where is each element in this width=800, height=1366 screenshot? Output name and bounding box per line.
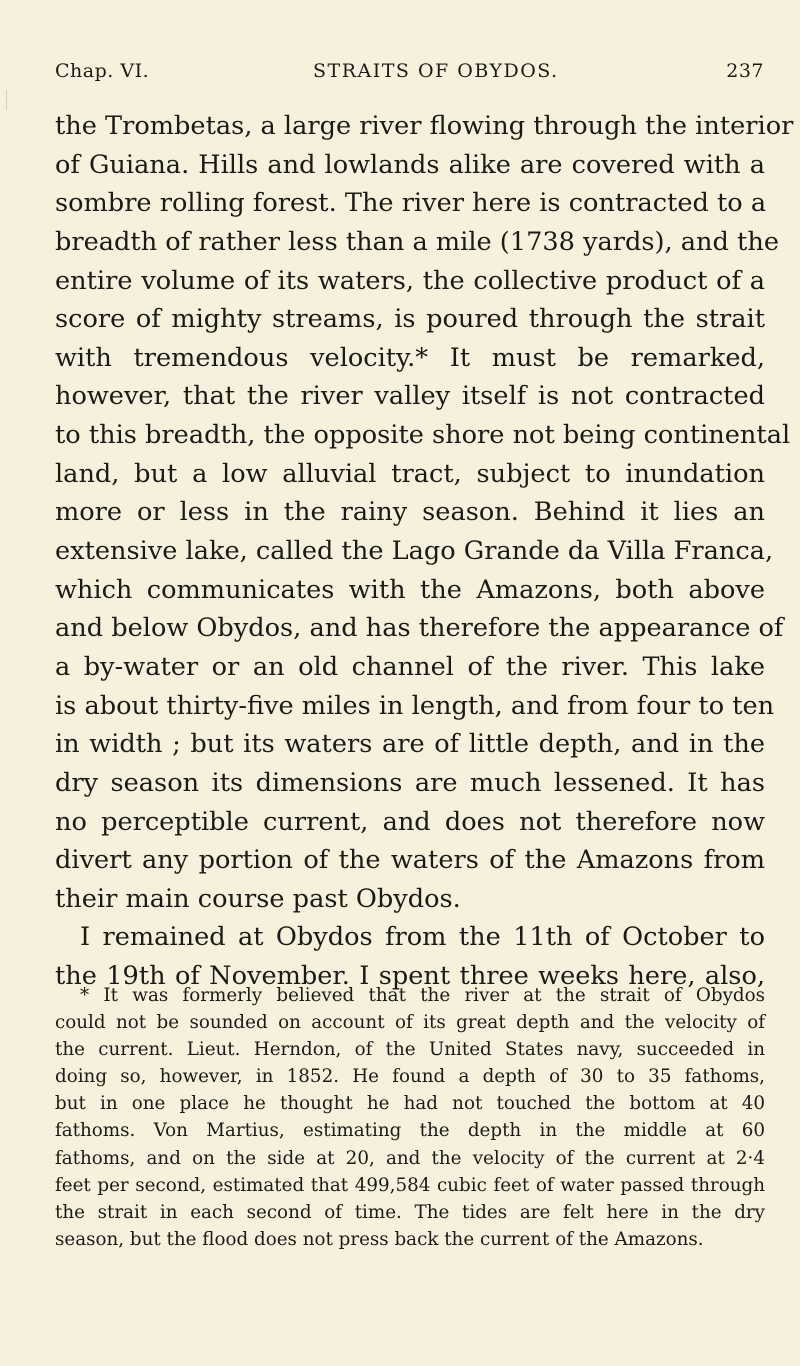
text-line: no perceptible current, and does not therefore now bbox=[55, 806, 765, 837]
text-line: entire volume of its waters, the collective product of a bbox=[55, 265, 765, 296]
text-line: is about thirty-five miles in length, and from four to ten bbox=[55, 690, 775, 721]
footnote bbox=[55, 982, 765, 1253]
text-line: more or less in the rainy season. Behind it lies an bbox=[55, 497, 765, 528]
text-line: their main course past Obydos. bbox=[55, 883, 461, 914]
chapter-label: Chap. VI. bbox=[55, 60, 150, 82]
text-line: however, that the river valley itself is not contracted bbox=[55, 381, 765, 412]
text-line: of Guiana. Hills and lowlands alike are covered with a bbox=[55, 149, 765, 180]
footnote-line: fathoms. Von Martius, estimating the depth in the middle at 60 bbox=[55, 1120, 765, 1142]
text-line: score of mighty streams, is poured through the strait bbox=[55, 304, 765, 335]
page-edge-mark bbox=[6, 90, 7, 110]
footnote-line: the current. Lieut. Herndon, of the United States navy, succeeded in bbox=[55, 1039, 765, 1061]
text-line: to this breadth, the opposite shore not being continental bbox=[55, 420, 791, 451]
footnote-line: feet per second, estimated that 499,584 cubic feet of water passed through bbox=[55, 1174, 765, 1196]
footnote-line: could not be sounded on account of its great depth and the velocity of bbox=[55, 1012, 765, 1034]
footnote-line: season, but the flood does not press back the current of the Amazons. bbox=[55, 1228, 704, 1250]
text-line: breadth of rather less than a mile (1738 yards), and the bbox=[55, 226, 779, 257]
footnote-line: but in one place he thought he had not touched the bottom at 40 bbox=[55, 1093, 765, 1115]
text-line: a by-water or an old channel of the river. This lake bbox=[55, 651, 765, 682]
footnote-line: the strait in each second of time. The tides are felt here in the dry bbox=[55, 1201, 765, 1223]
paragraph-start-line: I remained at Obydos from the 11th of October to bbox=[80, 922, 765, 953]
text-line: the 19th of November. I spent three weeks here, also, bbox=[55, 961, 765, 992]
footnote-line: * It was formerly believed that the river at the strait of Obydos bbox=[80, 985, 765, 1006]
text-line: and below Obydos, and has therefore the appearance of bbox=[55, 613, 784, 644]
text-line: with tremendous velocity.* It must be remarked, bbox=[55, 342, 765, 373]
running-header bbox=[55, 60, 764, 90]
text-line: the Trombetas, a large river flowing through the interior bbox=[55, 111, 794, 141]
text-line: extensive lake, called the Lago Grande da Villa Franca, bbox=[55, 536, 774, 567]
text-line: sombre rolling forest. The river here is contracted to a bbox=[55, 188, 767, 219]
text-line: divert any portion of the waters of the Amazons from bbox=[55, 845, 765, 876]
footnote-line: doing so, however, in 1852. He found a depth of 30 to 35 fathoms, bbox=[55, 1066, 765, 1088]
footnote-line: fathoms, and on the side at 20, and the velocity of the current at 2·4 bbox=[55, 1147, 765, 1169]
main-text bbox=[55, 107, 794, 996]
text-line: dry season its dimensions are much lessened. It has bbox=[55, 767, 765, 798]
page-number: 237 bbox=[726, 60, 764, 82]
text-line: in width ; but its waters are of little depth, and in the bbox=[55, 729, 765, 760]
text-line: which communicates with the Amazons, both above bbox=[55, 574, 765, 605]
text-line: land, but a low alluvial tract, subject to inundation bbox=[55, 458, 765, 489]
running-title: STRAITS OF OBYDOS. bbox=[313, 60, 559, 82]
